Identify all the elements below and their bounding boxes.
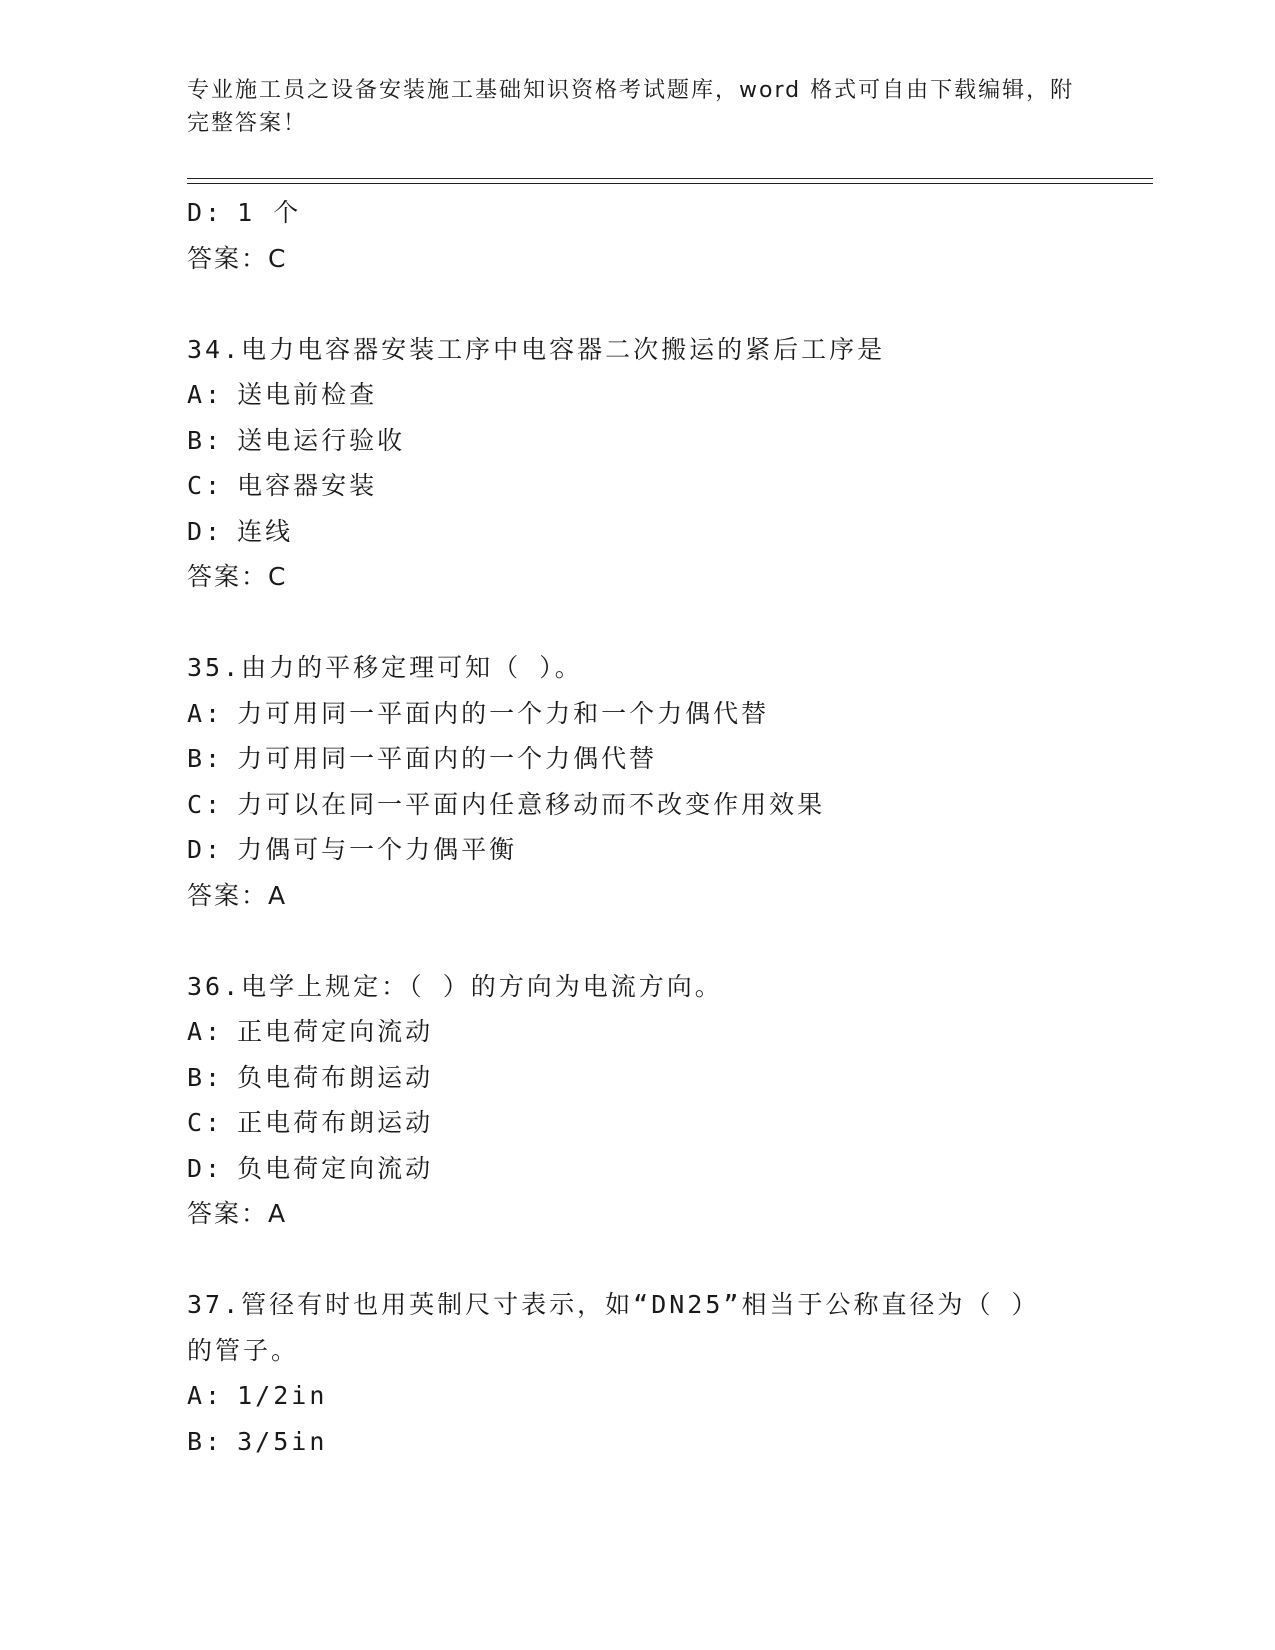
option-c <box>187 1100 1067 1146</box>
option-key: B: <box>187 1062 224 1092</box>
question-list <box>187 190 1067 1464</box>
option-d <box>187 509 1067 555</box>
option-key: D: <box>187 835 224 864</box>
option-text: 力可用同一平面内的一个力和一个力偶代替 <box>237 698 770 728</box>
option-key: B: <box>187 744 224 773</box>
option-a <box>187 691 1067 737</box>
option-text: 送电前检查 <box>237 380 378 409</box>
question-stem: 35.由力的平移定理可知（ ）。 <box>187 653 583 682</box>
option-key: A: <box>187 698 224 728</box>
option-d <box>187 1146 1067 1192</box>
option-text: 力可以在同一平面内任意移动而不改变作用效果 <box>237 789 826 819</box>
option-text: 电容器安装 <box>237 471 378 500</box>
option-key: B: <box>187 425 224 455</box>
option-text: 连线 <box>237 516 294 546</box>
option-key: C: <box>187 471 224 500</box>
option-text: 正电荷定向流动 <box>237 1017 434 1046</box>
option-text: 正电荷布朗运动 <box>237 1108 434 1137</box>
option-text: 力偶可与一个力偶平衡 <box>237 835 518 864</box>
page-header: 专业施工员之设备安装施工基础知识资格考试题库，word 格式可自由下载编辑，附完整答案！ <box>187 78 1075 136</box>
option-text: 3/5in <box>237 1426 328 1456</box>
option-a <box>187 372 1067 418</box>
question-stem: 36.电学上规定：（ ）的方向为电流方向。 <box>187 971 723 1001</box>
option-key: D: <box>187 1153 224 1183</box>
question-stem: 37.管径有时也用英制尺寸表示，如“DN25”相当于公称直径为（ ）的管子。 <box>187 1290 1040 1365</box>
answer-line: 答案：A <box>187 880 288 910</box>
option-b <box>187 736 1067 782</box>
header-rule-bottom <box>187 183 1153 184</box>
option-b <box>187 1419 1067 1465</box>
option-key: D: <box>187 198 224 227</box>
spacer <box>187 918 1067 964</box>
option-key: C: <box>187 1108 224 1137</box>
spacer <box>187 600 1067 646</box>
option-text: 1 个 <box>237 198 302 227</box>
option-c <box>187 463 1067 509</box>
option-a <box>187 1009 1067 1055</box>
option-text: 力可用同一平面内的一个力偶代替 <box>237 744 658 773</box>
option-key: A: <box>187 1381 224 1410</box>
spacer <box>187 1237 1067 1283</box>
option-key: B: <box>187 1426 224 1456</box>
option-text: 负电荷布朗运动 <box>237 1062 434 1092</box>
question-stem: 34.电力电容器安装工序中电容器二次搬运的紧后工序是 <box>187 334 886 364</box>
option-d <box>187 827 1067 873</box>
option-a <box>187 1373 1067 1419</box>
option-key: A: <box>187 380 224 409</box>
spacer <box>187 281 1067 327</box>
option-b <box>187 1055 1067 1101</box>
answer-line: 答案：A <box>187 1199 288 1228</box>
option-key: A: <box>187 1017 224 1046</box>
option-key: D: <box>187 516 224 546</box>
header-rule-top <box>187 178 1153 179</box>
option-b <box>187 418 1067 464</box>
answer-line: 答案：C <box>187 562 288 591</box>
option-c <box>187 782 1067 828</box>
option-text: 送电运行验收 <box>237 425 406 455</box>
option-d <box>187 190 1067 236</box>
option-text: 1/2in <box>237 1381 328 1410</box>
option-key: C: <box>187 789 224 819</box>
answer-line: 答案：C <box>187 243 288 273</box>
option-text: 负电荷定向流动 <box>237 1153 434 1183</box>
